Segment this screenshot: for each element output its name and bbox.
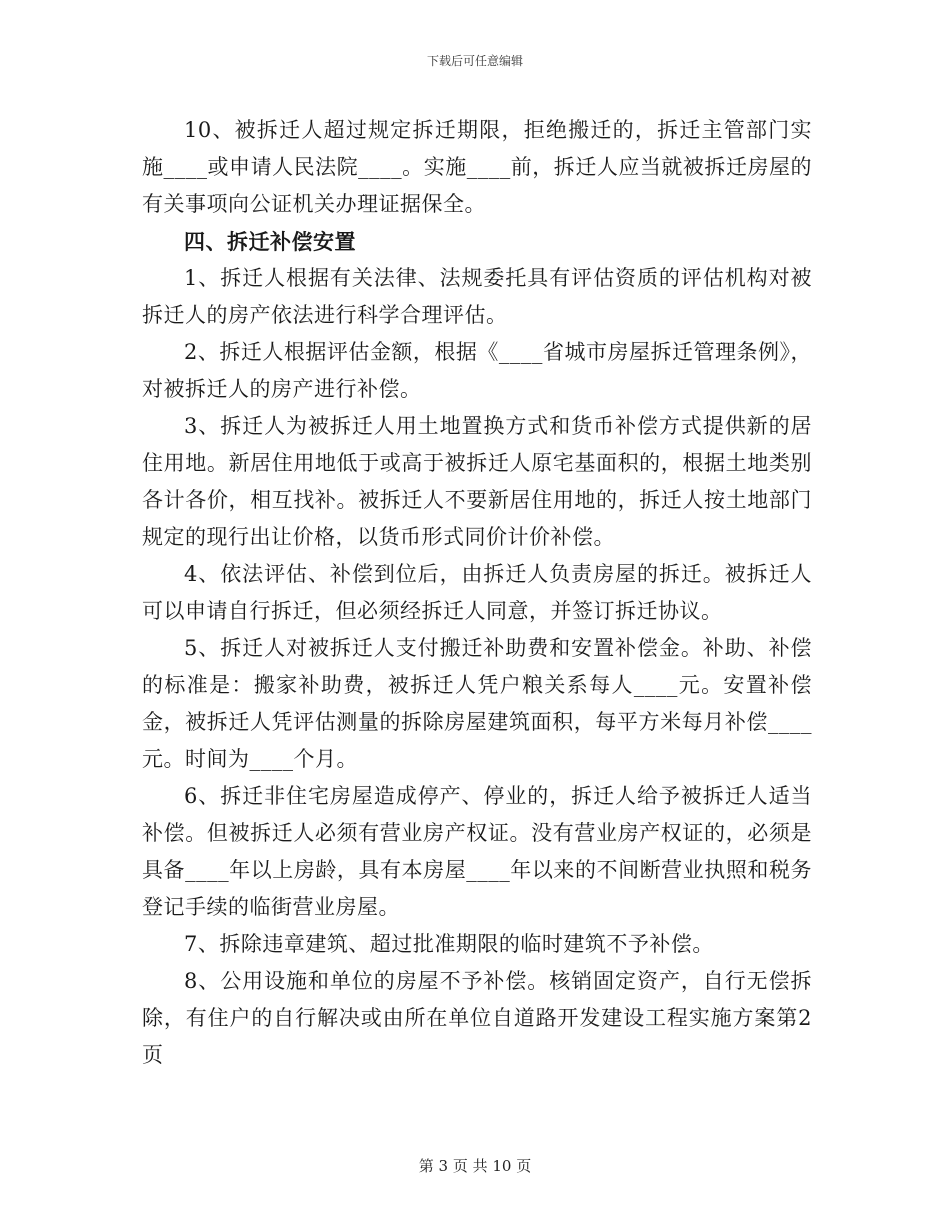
- paragraph-item-6: 6、拆迁非住宅房屋造成停产、停业的，拆迁人给予被拆迁人适当补偿。但被拆迁人必须有营业房产权证。没有营业房产权证的，必须是具备____年以上房龄，具有本房屋____年以来的不间断营业执照和税务登记手续的临街营业房屋。: [142, 784, 812, 919]
- paragraph-item-1: 1、拆迁人根据有关法律、法规委托具有评估资质的评估机构对被拆迁人的房产依法进行科学合理评估。: [142, 266, 812, 327]
- paragraph-item-7: 7、拆除违章建筑、超过批准期限的临时建筑不予补偿。: [184, 932, 714, 956]
- paragraph-item-2: 2、拆迁人根据评估金额，根据《____省城市房屋拆迁管理条例》，对被拆迁人的房产进行补偿。: [142, 340, 812, 401]
- paragraph-item-4: 4、依法评估、补偿到位后，由拆迁人负责房屋的拆迁。被拆迁人可以申请自行拆迁，但必须经拆迁人同意，并签订拆迁协议。: [142, 562, 812, 623]
- section-heading-compensation: 四、拆迁补偿安置: [184, 229, 356, 254]
- paragraph-item-3: 3、拆迁人为被拆迁人用土地置换方式和货币补偿方式提供新的居住用地。新居住用地低于或高于被拆迁人原宅基面积的，根据土地类别各计各价，相互找补。被拆迁人不要新居住用地的，拆迁人按土地部门规定的现行出让价格，以货币形式同价计价补偿。: [142, 414, 812, 549]
- document-body: [142, 112, 812, 1074]
- paragraph-item-5: 5、拆迁人对被拆迁人支付搬迁补助费和安置补偿金。补助、补偿的标准是：搬家补助费，被拆迁人凭户粮关系每人____元。安置补偿金，被拆迁人凭评估测量的拆除房屋建筑面积，每平方米每月补偿____元。时间为____个月。: [142, 636, 812, 771]
- paragraph-item-10: 10、被拆迁人超过规定拆迁期限，拒绝搬迁的，拆迁主管部门实施____或申请人民法院____。实施____前，拆迁人应当就被拆迁房屋的有关事项向公证机关办理证据保全。: [142, 118, 812, 216]
- page-number-footer: 第 3 页 共 10 页: [418, 1157, 532, 1175]
- page-header-note: 下载后可任意编辑: [426, 54, 523, 68]
- paragraph-item-8: 8、公用设施和单位的房屋不予补偿。核销固定资产，自行无偿拆除，有住户的自行解决或由所在单位自道路开发建设工程实施方案第2页: [142, 969, 812, 1067]
